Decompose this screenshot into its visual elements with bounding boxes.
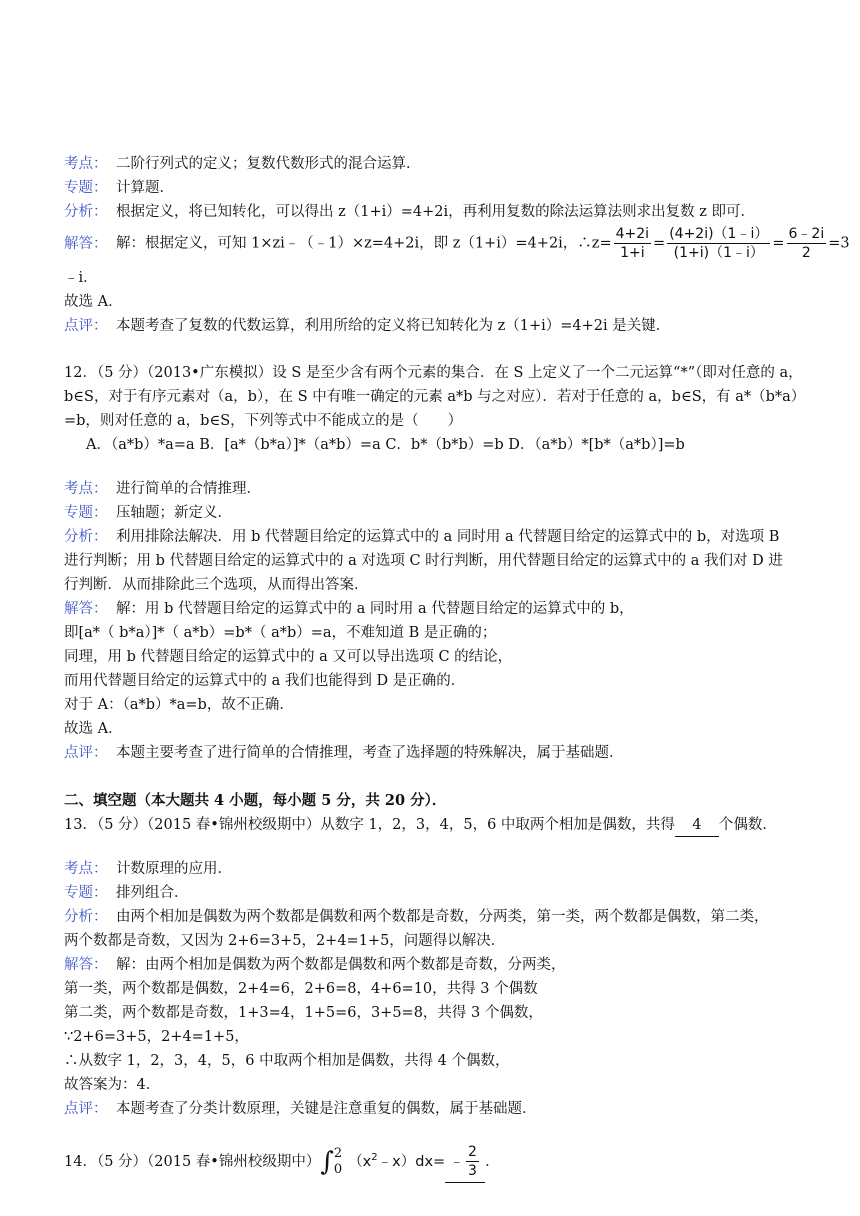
q11-fenxi: 根据定义，将已知转化，可以得出 z（1+i）=4+2i，再利用复数的除法运算法则求出复数 z 即可． [116,204,756,220]
q11-fenxi-row [64,201,755,223]
q11-dianping: 本题考查了复数的代数运算，利用所给的定义将已知转化为 z（1+i）=4+2i 是关键． [116,318,671,334]
q11-frac3-num: 6﹣2i [788,226,825,242]
q13-dianping-row [64,1098,537,1120]
q12-zhuanti-row [64,502,232,524]
fenxi-label: 分析： [64,909,108,925]
integrand-rest: ﹣x）dx= [377,1153,446,1170]
integrand-exponent: 2 [371,1152,378,1163]
q14-stem: 14．（5 分）（2015 春•锦州校级期中） [64,1153,321,1170]
q12-kaodian: 进行简单的合情推理． [116,481,261,497]
kaodian-label: 考点： [64,481,108,497]
q11-eq1: = [653,235,666,252]
zhuanti-label: 专题： [64,505,108,521]
q14-period: ． [485,1153,500,1170]
q11-frac2-num: (4+2i)（1﹣i） [669,226,769,242]
q13-fenxi-row [64,906,769,928]
q11-jieda-cont: ﹣i． [64,270,98,286]
q11-eq2: = [772,235,785,252]
q12-dianping-row [64,742,624,764]
q11-frac2-den: (1+i)（1﹣i） [673,245,764,261]
q12-answer: 故选 A． [64,721,123,737]
q14-answer-fraction [466,1143,479,1180]
q11-fraction-2 [667,225,770,262]
q12-jieda-3: 同理，用 b 代替题目给定的运算式中的 a 又可以导出选项 C 的结论， [64,649,513,665]
q12-fenxi-3: 行判断．从而排除此三个选项，从而得出答案． [64,577,369,593]
q11-kaodian-row [64,153,421,175]
q14-answer-blank [445,1142,485,1183]
q13-jieda-row [64,954,566,976]
q11-fraction-1 [614,225,651,262]
q11-eq3: =3 [828,235,850,252]
zhuanti-label: 专题： [64,180,108,196]
zhuanti-label: 专题： [64,885,108,901]
q12-fenxi-2: 进行判断；用 b 代替题目给定的运算式中的 a 对选项 C 时行判断，用代替题目给定的运算式中的 a 我们对 D 进 [64,553,783,569]
jieda-label: 解答： [64,601,108,617]
fenxi-label: 分析： [64,529,108,545]
q14-answer-sign: ﹣ [449,1153,464,1170]
q13-jieda-3: 第二类，两个数都是奇数，1+3=4，1+5=6，3+5=8，共得 3 个偶数， [64,1005,543,1021]
integral-icon: ∫ [320,1146,334,1177]
q12-dianping: 本题主要考查了进行简单的合情推理，考查了选择题的特殊解决，属于基础题． [116,745,624,761]
q12-fenxi-row [64,526,779,548]
q11-frac1-num: 4+2i [615,226,650,242]
q12-jieda-row [64,598,634,620]
q11-dianping-row [64,315,670,337]
q11-answer: 故选 A． [64,294,123,310]
q11-zhuanti-row [64,177,174,199]
q14-ans-den: 3 [467,1163,477,1180]
q14-stem-row [64,1138,500,1183]
integral-limits [334,1146,342,1178]
q12-stem-1: 12．（5 分）（2013•广东模拟）设 S 是至少含有两个元素的集合．在 S 上定义了一个二元运算“*”（即对任意的 a， [64,365,803,381]
dianping-label: 点评： [64,318,108,334]
q13-jieda-2: 第一类，两个数都是偶数，2+4=6，2+6=8，4+6=10，共得 3 个偶数 [64,981,538,997]
section-heading: 二、填空题（本大题共 4 小题，每小题 5 分，共 20 分）． [64,792,447,809]
q13-kaodian-row [64,858,232,880]
q11-jieda-text: 解：根据定义，可知 1×zi﹣（﹣1）×z=4+2i，即 z（1+i）=4+2i，∴z= [116,235,612,252]
q13-jieda-4: ∵2+6=3+5，2+4=1+5， [64,1029,249,1045]
q13-zhuanti-row [64,882,189,904]
q13-jieda-5: ∴从数字 1，2，3，4，5，6 中取两个相加是偶数，共得 4 个偶数， [64,1053,510,1069]
q13-stem-suffix: 个偶数． [718,817,777,833]
jieda-label: 解答： [64,957,108,973]
q11-frac1-den: 1+i [620,245,645,261]
dianping-label: 点评： [64,745,108,761]
q13-jieda-6: 故答案为：4． [64,1077,161,1093]
q12-stem-2: b∈S，对于有序元素对（a，b），在 S 中有唯一确定的元素 a*b 与之对应）．若对于任意的 a，b∈S，有 a*（b*a） [64,389,806,405]
q13-fenxi-1: 由两个相加是偶数为两个数都是偶数和两个数都是奇数，分两类，第一类，两个数都是偶数，第二类， [116,909,769,925]
integrand: （x [348,1153,372,1170]
q11-zhuanti: 计算题． [116,180,174,196]
q13-jieda-1: 解：由两个相加是偶数为两个数都是偶数和两个数都是奇数，分两类， [116,957,566,973]
q12-jieda-5: 对于 A：（a*b）*a=b，故不正确． [64,697,294,713]
jieda-label: 解答： [64,235,108,252]
q12-jieda-1: 解：用 b 代替题目给定的运算式中的 a 同时用 a 代替题目给定的运算式中的 b， [116,601,634,617]
q13-stem-row [64,814,777,837]
kaodian-label: 考点： [64,156,108,172]
q13-zhuanti: 排列组合． [116,885,189,901]
q11-kaodian: 二阶行列式的定义；复数代数形式的混合运算． [116,156,421,172]
integral-lower: 0 [333,1161,343,1177]
q12-stem-3: =b，则对任意的 a，b∈S，下列等式中不能成立的是（ ） [64,413,463,429]
q12-zhuanti: 压轴题；新定义． [116,505,232,521]
kaodian-label: 考点： [64,861,108,877]
fenxi-label: 分析： [64,204,108,220]
q11-frac3-den: 2 [801,245,811,261]
q13-fenxi-2: 两个数都是奇数，又因为 2+6=3+5，2+4=1+5，问题得以解决． [64,933,506,949]
integral-upper: 2 [333,1145,343,1161]
q13-stem: 13．（5 分）（2015 春•锦州校级期中）从数字 1，2，3，4，5，6 中取两个相加是偶数，共得 [64,817,675,833]
q13-answer-blank: 4 [675,814,719,837]
q12-options: A．（a*b）*a=a B．[a*（b*a）]*（a*b）=a C．b*（b*b）=b D．（a*b）*[b*（a*b）]=b [86,437,685,453]
q14-ans-num: 2 [467,1144,477,1161]
q12-jieda-4: 而用代替题目给定的运算式中的 a 我们也能得到 D 是正确的． [64,673,466,689]
q11-jieda-row [64,225,850,262]
dianping-label: 点评： [64,1101,108,1117]
q11-fraction-3 [787,225,827,262]
q13-kaodian: 计数原理的应用． [116,861,232,877]
q12-kaodian-row [64,478,261,500]
q12-jieda-2: 即[a*（ b*a）]*（ a*b）=b*（ a*b）=a，不难知道 B 是正确的； [64,625,497,641]
q12-fenxi-1: 利用排除法解决．用 b 代替题目给定的运算式中的 a 同时用 a 代替题目给定的运算式中的 b，对选项 B [116,529,780,545]
q13-dianping: 本题考查了分类计数原理，关键是注意重复的偶数，属于基础题． [116,1101,537,1117]
